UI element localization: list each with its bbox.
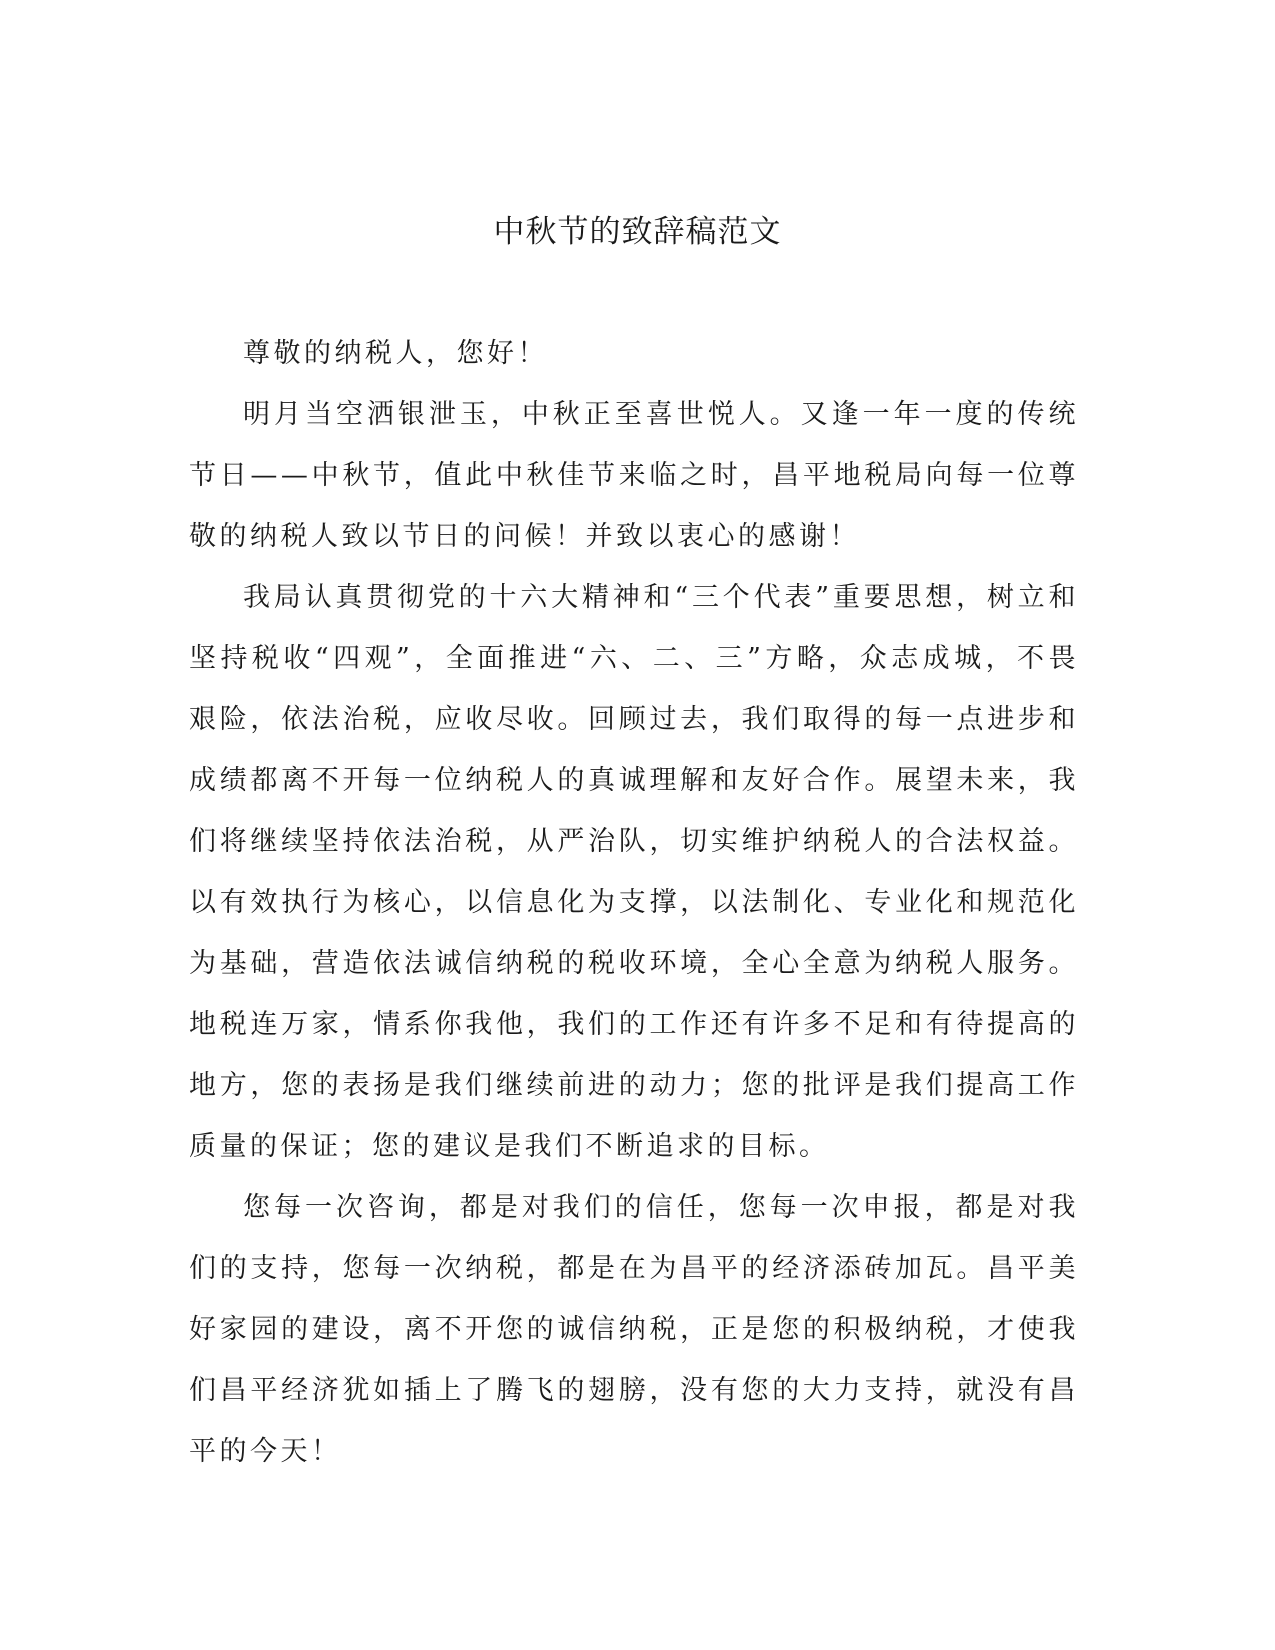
- document-body: [189, 323, 1079, 1482]
- paragraph-appreciation: 您每一次咨询，都是对我们的信任，您每一次申报，都是对我们的支持，您每一次纳税，都是在为昌平的经济添砖加瓦。昌平美好家园的建设，离不开您的诚信纳税，正是您的积极纳税，才使我们昌平经济犹如插上了腾飞的翅膀，没有您的大力支持，就没有昌平的今天！: [189, 1192, 1079, 1467]
- paragraph-tax-policy: 我局认真贯彻党的十六大精神和“三个代表”重要思想，树立和坚持税收“四观”，全面推进“六、二、三”方略，众志成城，不畏艰险，依法治税，应收尽收。回顾过去，我们取得的每一点进步和成绩都离不开每一位纳税人的真诚理解和友好合作。展望未来，我们将继续坚持依法治税，从严治队，切实维护纳税人的合法权益。以有效执行为核心，以信息化为支撑，以法制化、专业化和规范化为基础，营造依法诚信纳税的税收环境，全心全意为纳税人服务。地税连万家，情系你我他，我们的工作还有许多不足和有待提高的地方，您的表扬是我们继续前进的动力；您的批评是我们提高工作质量的保证；您的建议是我们不断追求的目标。: [189, 582, 1079, 1162]
- paragraph-festival-greeting: 明月当空洒银泄玉，中秋正至喜世悦人。又逢一年一度的传统节日——中秋节，值此中秋佳节来临之时，昌平地税局向每一位尊敬的纳税人致以节日的问候！并致以衷心的感谢！: [189, 399, 1079, 552]
- paragraph-greeting: 尊敬的纳税人，您好！: [243, 338, 548, 369]
- document-title: 中秋节的致辞稿范文: [493, 214, 782, 250]
